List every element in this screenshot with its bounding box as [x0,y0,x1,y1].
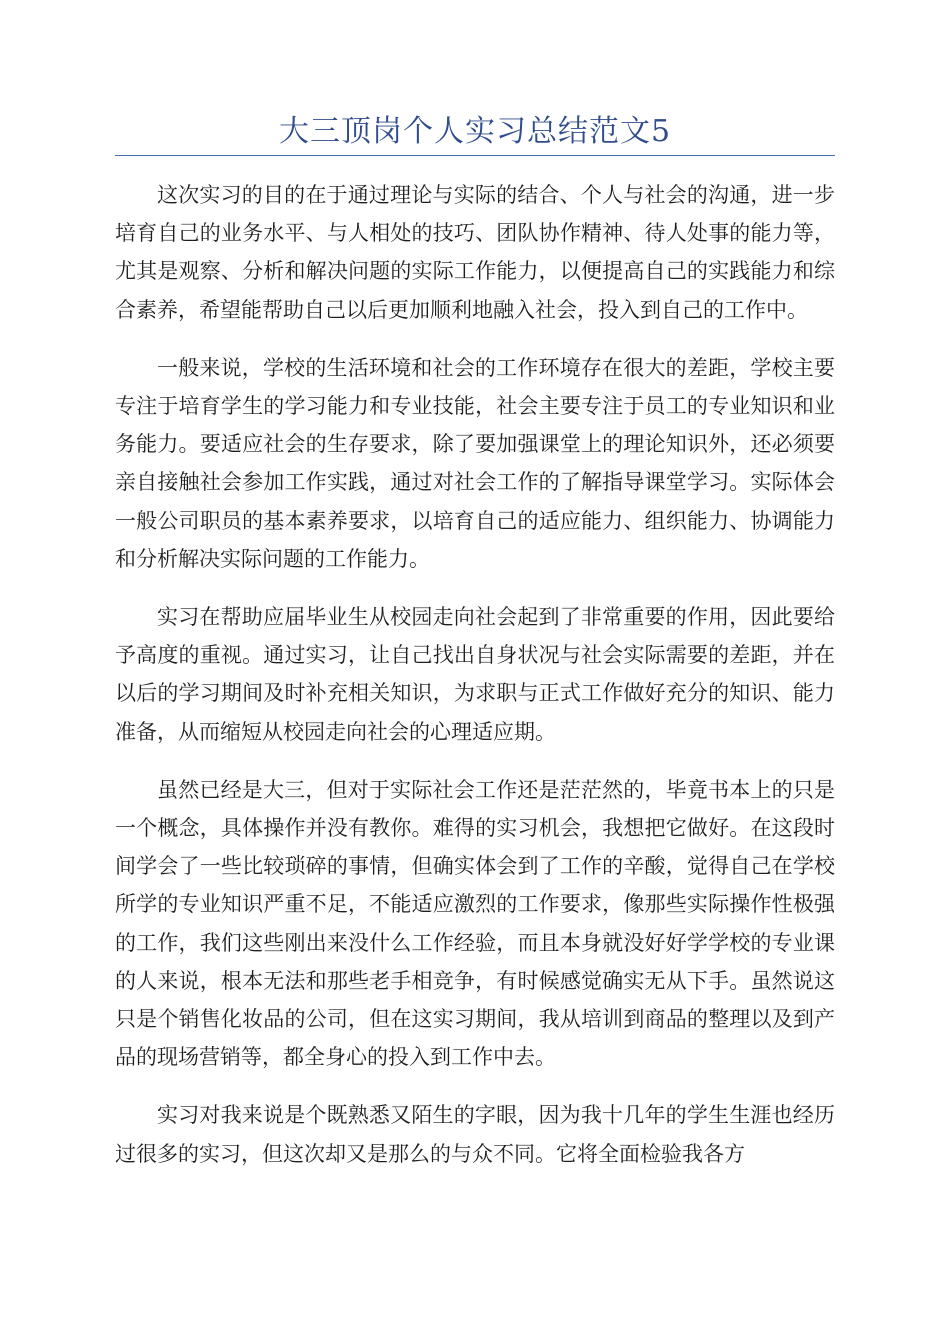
paragraph-3: 实习在帮助应届毕业生从校园走向社会起到了非常重要的作用，因此要给予高度的重视。通过实习，让自己找出自身状况与社会实际需要的差距，并在以后的学习期间及时补充相关知识，为求职与正式工作做好充分的知识、能力准备，从而缩短从校园走向社会的心理适应期。 [115,605,835,744]
paragraph-4: 虽然已经是大三，但对于实际社会工作还是茫茫然的，毕竟书本上的只是一个概念，具体操作并没有教你。难得的实习机会，我想把它做好。在这段时间学会了一些比较琐碎的事情，但确实体会到了工作的辛酸，觉得自己在学校所学的专业知识严重不足，不能适应激烈的工作要求，像那些实际操作性极强的工作，我们这些刚出来没什么工作经验，而且本身就没好好学学校的专业课的人来说，根本无法和那些老手相竞争，有时候感觉确实无从下手。虽然说这只是个销售化妆品的公司，但在这实习期间，我从培训到商品的整理以及到产品的现场营销等，都全身心的投入到工作中去。 [115,777,835,1070]
paragraph-1: 这次实习的目的在于通过理论与实际的结合、个人与社会的沟通，进一步培育自己的业务水平、与人相处的技巧、团队协作精神、待人处事的能力等，尤其是观察、分析和解决问题的实际工作能力，以便提高自己的实践能力和综合素养，希望能帮助自己以后更加顺利地融入社会，投入到自己的工作中。 [115,183,835,322]
document-title: 大三顶岗个人实习总结范文5 [278,114,672,149]
title-underline [115,155,835,156]
document-body [115,176,835,1193]
paragraph-2: 一般来说，学校的生活环境和社会的工作环境存在很大的差距，学校主要专注于培育学生的学习能力和专业技能，社会主要专注于员工的专业知识和业务能力。要适应社会的生存要求，除了要加强课堂上的理论知识外，还必须要亲自接触社会参加工作实践，通过对社会工作的了解指导课堂学习。实际体会一般公司职员的基本素养要求，以培育自己的适应能力、组织能力、协调能力和分析解决实际问题的工作能力。 [115,355,835,571]
paragraph-5: 实习对我来说是个既熟悉又陌生的字眼，因为我十几年的学生生涯也经历过很多的实习，但这次却又是那么的与众不同。它将全面检验我各方 [115,1103,835,1166]
